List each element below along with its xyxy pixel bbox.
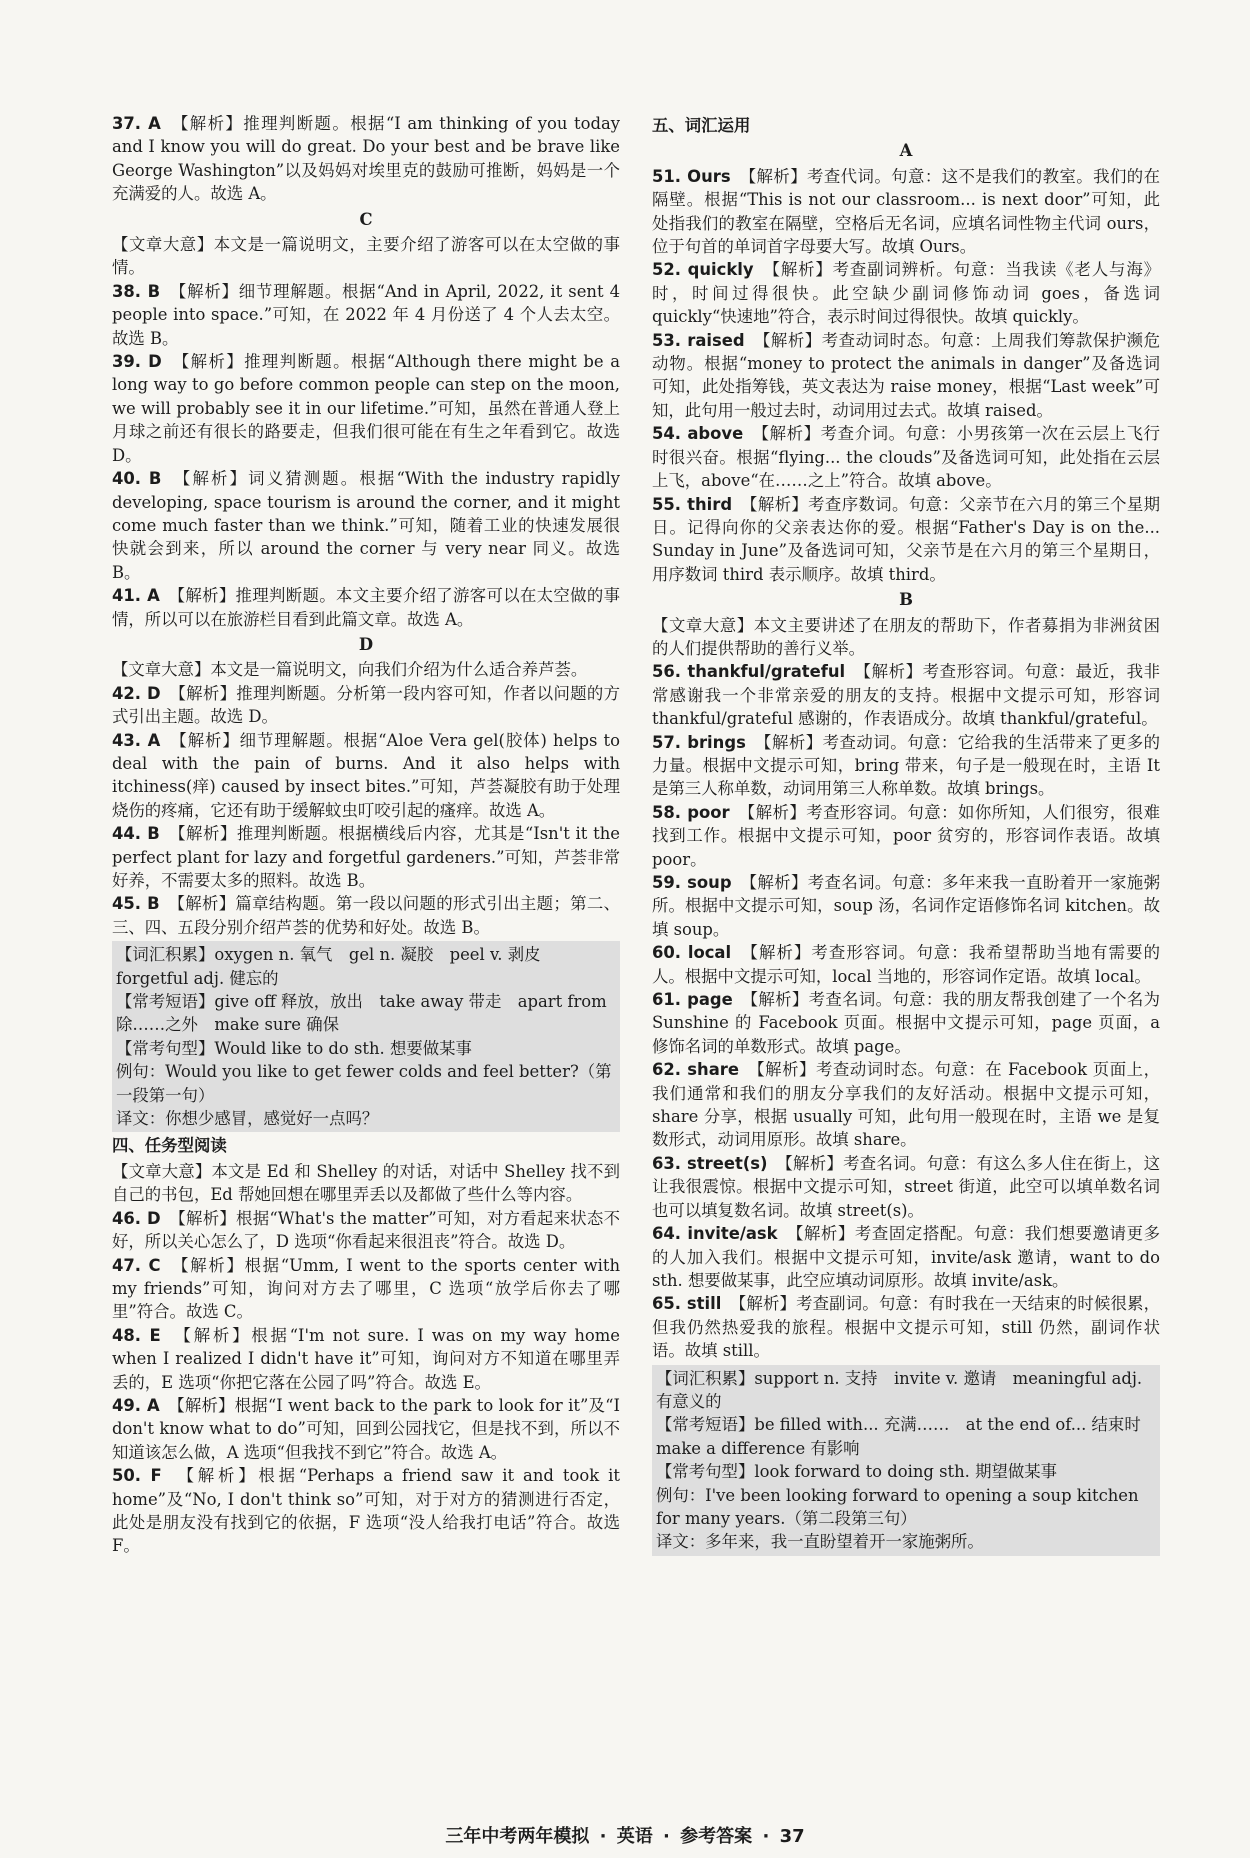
answer-explanation: 【解析】考查副词。句意：有时我在一天结束的时候很累，但我仍然热爱我的旅程。根据中文提示可知，still 仍然，副词作状语。故填 still。 <box>652 1294 1160 1361</box>
page-footer <box>0 1822 1250 1848</box>
answer-item <box>652 1152 1160 1222</box>
answer-explanation: 【解析】根据“What's the matter”可知，对方看起来状态不好，所以关心怎么了，D 选项“你看起来很沮丧”符合。故选 D。 <box>112 1208 620 1252</box>
vocabulary-line: 例句：I've been looking forward to opening a soup kitchen for many years.（第二段第三句） <box>656 1485 1139 1528</box>
footer-book-title: 三年中考两年模拟 <box>445 1826 590 1847</box>
answer-explanation: 【解析】考查代词。句意：这不是我们的教室。我们的在隔壁。根据“This is not our classroom... is next door”可知，此处指我们的教室在隔壁，空格后无名词，应填名词性物主代词 ours，位于句首的单词首字母要大写。故填 Ours。 <box>652 166 1160 257</box>
answer-item <box>652 941 1160 988</box>
answer-item <box>112 112 620 206</box>
answer-item <box>112 729 620 823</box>
answer-explanation: 【解析】考查名词。句意：多年来我一直盼着开一家施粥所。根据中文提示可知，soup 汤，名词作定语修饰名词 kitchen。故填 soup。 <box>652 873 1160 939</box>
vocabulary-line: 例句：Would you like to get fewer colds and feel better?（第一段第一句） <box>116 1062 612 1105</box>
passage-letter: B <box>899 590 913 610</box>
answer-number: 65. still <box>652 1294 722 1314</box>
answer-number: 58. poor <box>652 802 730 822</box>
vocabulary-line: 【常考短语】be filled with... 充满…… at the end of... 结束时 make a difference 有影响 <box>656 1415 1158 1458</box>
answer-explanation: 【解析】推理判断题。根据“Although there might be a long way to go before common people can step on the moon, we will probably see it in our lifetime.”可知，虽然在普通人登上月球之前还有很长的路要走，但我们很可能在有生之年看到它。故选 D。 <box>112 352 620 465</box>
answer-item <box>112 822 620 892</box>
answer-explanation: 【解析】根据“Umm, I went to the sports center with my friends”可知，询问对方去了哪里，C 选项“放学后你去了哪里”符合。故选 C。 <box>112 1255 620 1322</box>
answer-number: 45. B <box>112 894 160 914</box>
section-heading: 五、词汇运用 <box>652 116 751 135</box>
vocabulary-line: 【常考句型】Would like to do sth. 想要做某事 <box>116 1038 472 1058</box>
answer-explanation: 【解析】推理判断题。根据“I am thinking of you today and I know you will do great. Do your best and be brave like George Washington”以及妈妈对埃里克的鼓励可推断，妈妈是一个充满爱的人。故选 A。 <box>112 114 621 204</box>
answer-number: 56. thankful/grateful <box>652 662 846 682</box>
answer-item <box>112 350 620 467</box>
passage-letter: A <box>899 141 913 161</box>
answer-explanation: 【解析】考查名词。句意：我的朋友帮我创建了一个名为 Sunshine 的 Facebook 页面。根据中文提示可知，page 页面，a 修饰名词的单数形式。故填 page。 <box>652 990 1160 1056</box>
answer-number: 63. street(s) <box>652 1153 768 1173</box>
answer-item <box>652 801 1160 871</box>
answer-number: 59. soup <box>652 873 732 892</box>
answer-number: 40. B <box>112 469 162 489</box>
answer-number: 48. E <box>112 1325 161 1345</box>
answer-item <box>652 329 1160 423</box>
answer-explanation: 【解析】考查动词时态。句意：上周我们筹款保护濒危动物。根据“money to protect the animals in danger”及备选词可知，此处指筹钱，英文表达为 raise money，根据“Last week”可知，此句用一般过去时，动词用过去式。故填 raised。 <box>652 330 1161 420</box>
answer-explanation: 【解析】考查形容词。句意：我希望帮助当地有需要的人。根据中文提示可知，local 当地的，形容词作定语。故填 local。 <box>652 943 1160 986</box>
answer-explanation: 【解析】根据“Perhaps a friend saw it and took it home”及“No, I don't think so”可知，对于对方的猜测进行否定，此处是朋友没有找到它的依据，F 选项“没人给我打电话”符合。故选 F。 <box>112 1466 620 1556</box>
answer-item <box>652 422 1160 492</box>
passage-summary: 【文章大意】本文是 Ed 和 Shelley 的对话，对话中 Shelley 找不到自己的书包，Ed 帮她回想在哪里弄丢以及都做了些什么等内容。 <box>112 1161 620 1205</box>
answer-explanation: 【解析】考查介词。句意：小男孩第一次在云层上飞行时很兴奋。根据“flying... the clouds”及备选词可知，此处指在云层上飞，above“在……之上”符合。故填 above。 <box>652 424 1160 491</box>
passage-summary: 【文章大意】本文是一篇说明文，主要介绍了游客可以在太空做的事情。 <box>112 235 620 278</box>
vocabulary-line: 【词汇积累】support n. 支持 invite v. 邀请 meaningful adj. 有意义的 <box>656 1368 1143 1411</box>
answer-item <box>652 258 1160 328</box>
passage-letter: D <box>358 634 374 654</box>
vocabulary-box <box>652 1365 1160 1556</box>
answer-explanation: 【解析】考查副词辨析。句意：当我读《老人与海》时，时间过得很快。此空缺少副词修饰动词 goes，备选词 quickly“快速地”符合，表示时间过得很快。故填 quickly。 <box>652 260 1161 327</box>
answer-number: 62. share <box>652 1060 739 1080</box>
vocabulary-line: 【常考句型】look forward to doing sth. 期望做某事 <box>656 1462 1058 1482</box>
answer-number: 52. quickly <box>652 260 754 280</box>
answer-item <box>652 1222 1160 1292</box>
answer-item <box>112 892 620 939</box>
vocabulary-box <box>112 941 620 1132</box>
answer-explanation: 【解析】推理判断题。本文主要介绍了游客可以在太空做的事情，所以可以在旅游栏目看到此篇文章。故选 A。 <box>112 586 620 629</box>
answer-number: 42. D <box>112 683 161 703</box>
footer-subject: 英语 <box>616 1826 653 1847</box>
answer-number: 44. B <box>112 824 160 844</box>
answer-item <box>112 280 620 350</box>
answer-number: 55. third <box>652 494 733 514</box>
answer-number: 47. C <box>112 1255 161 1275</box>
answer-number: 64. invite/ask <box>652 1224 778 1244</box>
section-heading: 四、任务型阅读 <box>112 1136 227 1156</box>
answer-number: 60. local <box>652 943 732 963</box>
vocabulary-line: 译文：多年来，我一直盼望着开一家施粥所。 <box>656 1532 984 1552</box>
answer-number: 53. raised <box>652 330 745 350</box>
footer-section: 参考答案 <box>680 1826 753 1847</box>
answer-number: 54. above <box>652 424 744 444</box>
answer-item <box>652 871 1160 941</box>
answer-number: 61. page <box>652 990 733 1010</box>
page-number: 37 <box>779 1826 805 1847</box>
answer-explanation: 【解析】推理判断题。分析第一段内容可知，作者以问题的方式引出主题。故选 D。 <box>112 683 620 727</box>
answer-item <box>652 1058 1160 1152</box>
answer-number: 57. brings <box>652 732 746 752</box>
answer-item <box>652 493 1160 587</box>
answer-number: 49. A <box>112 1395 160 1415</box>
answer-explanation: 【解析】考查形容词。句意：如你所知，人们很穷，很难找到工作。根据中文提示可知，poor 贫穷的，形容词作表语。故填 poor。 <box>652 802 1160 869</box>
left-column <box>112 112 620 1558</box>
answer-item <box>652 660 1160 730</box>
answer-item <box>112 467 620 584</box>
vocabulary-line: 【词汇积累】oxygen n. 氧气 gel n. 凝胶 peel v. 剥皮 forgetful adj. 健忘的 <box>116 945 557 988</box>
answer-number: 43. A <box>112 730 161 750</box>
answer-explanation: 【解析】考查固定搭配。句意：我们想要邀请更多的人加入我们。根据中文提示可知，invite/ask 邀请，want to do sth. 想要做某事，此空应填动词原形。故填 invite/ask。 <box>652 1224 1160 1290</box>
answer-number: 38. B <box>112 281 161 301</box>
answer-item <box>652 731 1160 801</box>
answer-number: 41. A <box>112 586 160 606</box>
vocabulary-line: 译文：你想少感冒，感觉好一点吗？ <box>116 1109 379 1129</box>
answer-explanation: 【解析】考查序数词。句意：父亲节在六月的第三个星期日。记得向你的父亲表达你的爱。根据“Father's Day is on the... Sunday in June”及备选词可知，父亲节是在六月的第三个星期日，用序数词 third 表示顺序。故填 third。 <box>652 494 1161 584</box>
answer-item <box>112 584 620 631</box>
answer-explanation: 【解析】考查动词。句意：它给我的生活带来了更多的力量。根据中文提示可知，bring 带来，句子是一般现在时，主语 It 是第三人称单数，动词用第三人称单数。故填 brings。 <box>652 732 1160 799</box>
answer-explanation: 【解析】细节理解题。根据“Aloe Vera gel(胶体) helps to deal with the pain of burns. And it also helps with itchiness(痒) caused by insect bites.”可知，芦荟凝胶有助于处理烧伤的疼痛，它还有助于缓解蚊虫叮咬引起的瘙痒。故选 A。 <box>112 730 621 820</box>
answer-number: 37. A <box>112 114 161 133</box>
answer-explanation: 【解析】根据“I went back to the park to look for it”及“I don't know what to do”可知，回到公园找它，但是找不到，所以不知道该怎么做，A 选项“但我找不到它”符合。故选 A。 <box>112 1395 620 1462</box>
answer-item <box>112 1394 620 1464</box>
answer-item <box>652 165 1160 259</box>
answer-number: 46. D <box>112 1208 161 1228</box>
answer-explanation: 【解析】根据“I'm not sure. I was on my way home when I realized I didn't have it”可知，询问对方不知道在哪里弄丢的，E 选项“你把它落在公园了吗”符合。故选 E。 <box>112 1325 621 1392</box>
footer-separator: · <box>599 1826 607 1847</box>
passage-letter: C <box>359 209 373 229</box>
footer-separator: · <box>762 1826 770 1847</box>
answer-item <box>652 988 1160 1058</box>
footer-separator: · <box>663 1826 670 1847</box>
right-column <box>652 112 1160 1558</box>
answer-item <box>112 1254 620 1324</box>
passage-summary: 【文章大意】本文是一篇说明文，向我们介绍为什么适合养芦荟。 <box>112 660 588 680</box>
vocabulary-line: 【常考短语】give off 释放，放出 take away 带走 apart from 除……之外 make sure 确保 <box>116 992 607 1035</box>
answer-explanation: 【解析】细节理解题。根据“And in April, 2022, it sent 4 people into space.”可知，在 2022 年 4 月份送了 4 个人去太空。故选 B。 <box>112 281 620 348</box>
answer-item <box>112 1207 620 1254</box>
answer-explanation: 【解析】词义猜测题。根据“With the industry rapidly developing, space tourism is around the corner, and it might come much faster than we think.”可知，随着工业的快速发展很快就会到来，所以 around the corner 与 very near 同义。故选 B。 <box>112 469 620 582</box>
answer-explanation: 【解析】篇章结构题。第一段以问题的形式引出主题；第二、三、四、五段分别介绍芦荟的优势和好处。故选 B。 <box>112 894 620 937</box>
answer-explanation: 【解析】考查动词时态。句意：在 Facebook 页面上，我们通常和我们的朋友分享我们的友好活动。根据中文提示可知，share 分享，根据 usually 可知，此句用一般现在时，主语 we 是复数形式，动词用原形。故填 share。 <box>652 1060 1160 1150</box>
answer-item <box>112 1464 620 1558</box>
answer-item <box>112 682 620 729</box>
answer-number: 39. D <box>112 352 162 372</box>
answer-number: 51. Ours <box>652 166 731 186</box>
answer-item <box>112 1324 620 1394</box>
answer-explanation: 【解析】考查形容词。句意：最近，我非常感谢我一个非常亲爱的朋友的支持。根据中文提示可知，形容词 thankful/grateful 感谢的，作表语成分。故填 thankful/grateful。 <box>652 662 1160 729</box>
answer-number: 50. F <box>112 1466 162 1486</box>
answer-explanation: 【解析】考查名词。句意：有这么多人住在街上，这让我很震惊。根据中文提示可知，street 街道，此空可以填单数名词也可以填复数名词。故填 street(s)。 <box>652 1153 1160 1220</box>
answer-explanation: 【解析】推理判断题。根据横线后内容，尤其是“Isn't it the perfect plant for lazy and forgetful gardeners.”可知，芦荟非常好养，不需要太多的照料。故选 B。 <box>112 824 620 890</box>
passage-summary: 【文章大意】本文主要讲述了在朋友的帮助下，作者募捐为非洲贫困的人们提供帮助的善行义举。 <box>652 615 1160 658</box>
answer-item <box>652 1292 1160 1362</box>
